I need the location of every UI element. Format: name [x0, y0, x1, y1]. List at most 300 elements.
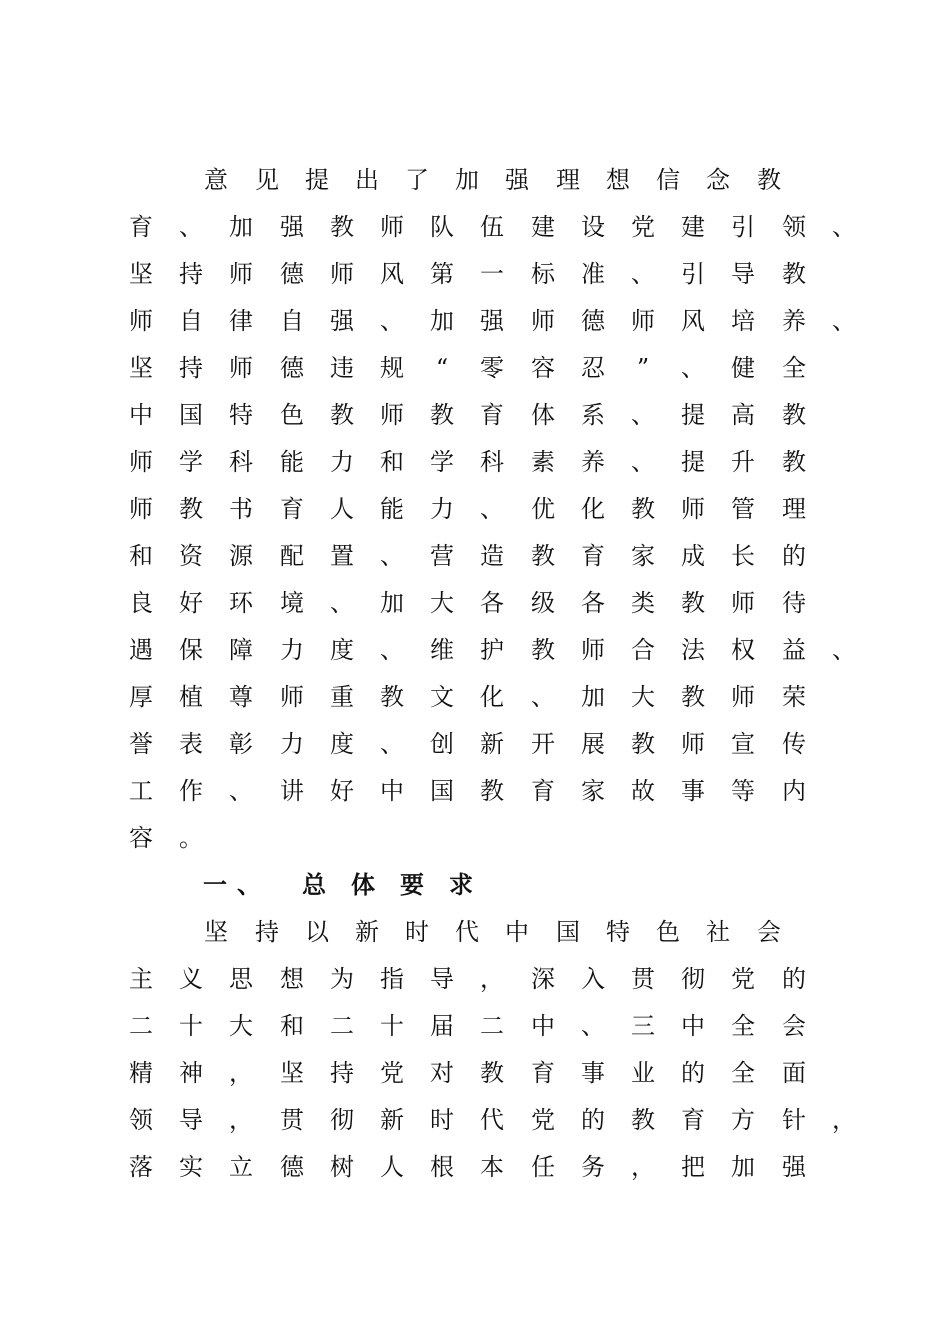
text-line: [0, 1010, 950, 1050]
text-line: [0, 963, 950, 1003]
glyph: 国: [556, 918, 580, 946]
glyph: 意: [204, 166, 228, 194]
glyph: 事: [681, 777, 705, 805]
glyph: 神: [179, 1059, 203, 1087]
glyph: 师: [581, 636, 605, 664]
glyph: 、: [380, 307, 404, 335]
glyph: 见: [255, 166, 279, 194]
text-line: [0, 775, 950, 815]
glyph: 加: [455, 166, 479, 194]
glyph: 体: [351, 871, 375, 899]
glyph: 全: [782, 354, 806, 382]
glyph: 加: [731, 1153, 755, 1181]
glyph: 零: [480, 354, 504, 382]
glyph: 遇: [129, 636, 153, 664]
text-line: [0, 1104, 950, 1144]
glyph: 会: [757, 918, 781, 946]
glyph: 届: [430, 1012, 454, 1040]
glyph: 本: [480, 1153, 504, 1181]
glyph: 度: [330, 730, 354, 758]
glyph: 大: [229, 1012, 253, 1040]
glyph: 育: [480, 401, 504, 429]
glyph: 健: [731, 354, 755, 382]
glyph: 大: [430, 589, 454, 617]
glyph: 领: [129, 1106, 153, 1134]
glyph: 能: [380, 495, 404, 523]
glyph: 资: [179, 542, 203, 570]
glyph: 师: [681, 495, 705, 523]
glyph: 律: [229, 307, 253, 335]
glyph: 度: [330, 636, 354, 664]
glyph: 创: [430, 730, 454, 758]
glyph: 代: [455, 918, 479, 946]
glyph: 二: [480, 1012, 504, 1040]
glyph: 人: [380, 1153, 404, 1181]
glyph: 内: [782, 777, 806, 805]
glyph: 违: [330, 354, 354, 382]
glyph: 教: [430, 401, 454, 429]
text-line: [0, 493, 950, 533]
glyph: 各: [581, 589, 605, 617]
glyph: 强: [480, 307, 504, 335]
glyph: 党: [380, 1059, 404, 1087]
glyph: 新: [480, 730, 504, 758]
glyph: 理: [556, 166, 580, 194]
glyph: 全: [731, 1059, 755, 1087]
glyph: 教: [631, 1106, 655, 1134]
glyph: 育: [280, 495, 304, 523]
glyph: 教: [782, 448, 806, 476]
glyph: 提: [305, 166, 329, 194]
glyph: 升: [731, 448, 755, 476]
glyph: 和: [280, 1012, 304, 1040]
glyph: 任: [531, 1153, 555, 1181]
glyph: 时: [430, 1106, 454, 1134]
glyph: 求: [449, 871, 473, 899]
glyph: 优: [531, 495, 555, 523]
glyph: 教: [531, 542, 555, 570]
glyph: 素: [531, 448, 555, 476]
glyph: 主: [129, 965, 153, 993]
glyph: 誉: [129, 730, 153, 758]
glyph: 置: [330, 542, 354, 570]
glyph: 持: [255, 918, 279, 946]
glyph: 成: [681, 542, 705, 570]
glyph: 、: [832, 213, 856, 241]
text-line: [0, 916, 950, 956]
glyph: 障: [229, 636, 253, 664]
glyph: 力: [330, 448, 354, 476]
text-line: [0, 1151, 950, 1191]
glyph: 科: [480, 448, 504, 476]
glyph: 念: [706, 166, 730, 194]
glyph: 中: [129, 401, 153, 429]
glyph: 、: [229, 777, 253, 805]
glyph: 学: [179, 448, 203, 476]
text-line: [0, 258, 950, 298]
glyph: 植: [179, 683, 203, 711]
glyph: 益: [782, 636, 806, 664]
glyph: “: [435, 354, 449, 382]
glyph: 教: [531, 636, 555, 664]
glyph: 教: [179, 495, 203, 523]
glyph: 立: [229, 1153, 253, 1181]
glyph: 培: [731, 307, 755, 335]
glyph: 、: [581, 1012, 605, 1040]
glyph: 讲: [280, 777, 304, 805]
glyph: 二: [129, 1012, 153, 1040]
glyph: 传: [782, 730, 806, 758]
glyph: 党: [631, 213, 655, 241]
glyph: 实: [179, 1153, 203, 1181]
glyph: 化: [480, 683, 504, 711]
glyph: 和: [129, 542, 153, 570]
glyph: 教: [380, 683, 404, 711]
glyph: 能: [280, 448, 304, 476]
text-line: [0, 211, 950, 251]
glyph: 、: [237, 871, 261, 899]
glyph: 家: [581, 777, 605, 805]
glyph: 队: [430, 213, 454, 241]
glyph: 良: [129, 589, 153, 617]
glyph: 教: [757, 166, 781, 194]
glyph: 展: [581, 730, 605, 758]
glyph: 信: [656, 166, 680, 194]
glyph: 教: [330, 213, 354, 241]
glyph: 风: [681, 307, 705, 335]
glyph: 提: [681, 448, 705, 476]
text-line: [0, 540, 950, 580]
glyph: 环: [229, 589, 253, 617]
glyph: 营: [430, 542, 454, 570]
glyph: 力: [280, 636, 304, 664]
glyph: 根: [430, 1153, 454, 1181]
glyph: 学: [430, 448, 454, 476]
glyph: 德: [280, 260, 304, 288]
glyph: 境: [280, 589, 304, 617]
glyph: 系: [581, 401, 605, 429]
glyph: 中: [531, 1012, 555, 1040]
glyph: 坚: [129, 354, 153, 382]
glyph: 育: [581, 542, 605, 570]
glyph: 的: [782, 965, 806, 993]
glyph: 人: [330, 495, 354, 523]
glyph: 教: [480, 1059, 504, 1087]
glyph: 风: [380, 260, 404, 288]
text-line: [0, 634, 950, 674]
glyph: 设: [581, 213, 605, 241]
glyph: 管: [731, 495, 755, 523]
glyph: 德: [581, 307, 605, 335]
glyph: 强: [505, 166, 529, 194]
glyph: 师: [380, 213, 404, 241]
glyph: 导: [179, 1106, 203, 1134]
glyph: 养: [581, 448, 605, 476]
glyph: 作: [179, 777, 203, 805]
glyph: 师: [531, 307, 555, 335]
glyph: 教: [480, 777, 504, 805]
glyph: 领: [782, 213, 806, 241]
text-line: [0, 822, 950, 862]
glyph: 加: [229, 213, 253, 241]
glyph: 大: [631, 683, 655, 711]
glyph: 为: [330, 965, 354, 993]
glyph: 十: [380, 1012, 404, 1040]
glyph: ”: [636, 354, 650, 382]
text-line: [0, 681, 950, 721]
glyph: 一: [203, 871, 227, 899]
glyph: 、: [631, 401, 655, 429]
glyph: 护: [480, 636, 504, 664]
glyph: 合: [631, 636, 655, 664]
glyph: 出: [355, 166, 379, 194]
glyph: 以: [305, 918, 329, 946]
glyph: 十: [179, 1012, 203, 1040]
glyph: 的: [681, 1059, 705, 1087]
glyph: 师: [731, 683, 755, 711]
glyph: 厚: [129, 683, 153, 711]
glyph: 强: [280, 213, 304, 241]
glyph: 师: [681, 730, 705, 758]
glyph: 法: [681, 636, 705, 664]
glyph: 师: [229, 260, 253, 288]
glyph: 方: [731, 1106, 755, 1134]
glyph: 师: [129, 307, 153, 335]
glyph: 了: [405, 166, 429, 194]
glyph: 和: [380, 448, 404, 476]
glyph: 三: [631, 1012, 655, 1040]
glyph: 教: [782, 401, 806, 429]
glyph: 故: [631, 777, 655, 805]
glyph: 深: [531, 965, 555, 993]
glyph: ，: [832, 1106, 856, 1134]
glyph: 中: [380, 777, 404, 805]
glyph: 家: [631, 542, 655, 570]
glyph: 建: [531, 213, 555, 241]
glyph: 、: [531, 683, 555, 711]
glyph: 会: [782, 1012, 806, 1040]
glyph: 各: [480, 589, 504, 617]
glyph: 一: [480, 260, 504, 288]
glyph: 党: [731, 965, 755, 993]
glyph: 贯: [280, 1106, 304, 1134]
glyph: ，: [229, 1059, 253, 1087]
glyph: 想: [280, 965, 304, 993]
glyph: 持: [179, 260, 203, 288]
glyph: 容: [531, 354, 555, 382]
glyph: 师: [129, 495, 153, 523]
glyph: 师: [380, 401, 404, 429]
glyph: 工: [129, 777, 153, 805]
glyph: 要: [400, 871, 424, 899]
glyph: 师: [631, 307, 655, 335]
glyph: 自: [280, 307, 304, 335]
glyph: 、: [832, 307, 856, 335]
text-line: [0, 305, 950, 345]
glyph: 化: [581, 495, 605, 523]
glyph: 代: [480, 1106, 504, 1134]
glyph: 国: [430, 777, 454, 805]
glyph: 二: [330, 1012, 354, 1040]
glyph: 加: [581, 683, 605, 711]
glyph: 、: [681, 354, 705, 382]
glyph: 加: [430, 307, 454, 335]
glyph: 务: [581, 1153, 605, 1181]
glyph: 级: [531, 589, 555, 617]
glyph: 面: [782, 1059, 806, 1087]
glyph: 育: [129, 213, 153, 241]
section-heading: [0, 869, 950, 909]
glyph: 提: [681, 401, 705, 429]
glyph: 想: [606, 166, 630, 194]
glyph: 保: [179, 636, 203, 664]
glyph: 、: [631, 448, 655, 476]
glyph: 社: [706, 918, 730, 946]
text-line: [0, 352, 950, 392]
glyph: 类: [631, 589, 655, 617]
glyph: 育: [681, 1106, 705, 1134]
glyph: 教: [330, 401, 354, 429]
glyph: 文: [430, 683, 454, 711]
glyph: 理: [782, 495, 806, 523]
glyph: 业: [631, 1059, 655, 1087]
glyph: 养: [782, 307, 806, 335]
text-line: [0, 399, 950, 439]
glyph: 色: [656, 918, 680, 946]
glyph: 开: [531, 730, 555, 758]
glyph: ，: [229, 1106, 253, 1134]
glyph: 师: [330, 260, 354, 288]
text-line: [0, 728, 950, 768]
glyph: 持: [330, 1059, 354, 1087]
glyph: 教: [631, 730, 655, 758]
glyph: 精: [129, 1059, 153, 1087]
glyph: 师: [229, 354, 253, 382]
glyph: 中: [681, 1012, 705, 1040]
glyph: 全: [731, 1012, 755, 1040]
glyph: 的: [782, 542, 806, 570]
glyph: 好: [179, 589, 203, 617]
glyph: 、: [832, 636, 856, 664]
glyph: 科: [229, 448, 253, 476]
glyph: 对: [430, 1059, 454, 1087]
glyph: 长: [731, 542, 755, 570]
glyph: 德: [280, 1153, 304, 1181]
glyph: 书: [229, 495, 253, 523]
glyph: 第: [430, 260, 454, 288]
glyph: 表: [179, 730, 203, 758]
glyph: 引: [731, 213, 755, 241]
glyph: 特: [229, 401, 253, 429]
glyph: 师: [280, 683, 304, 711]
glyph: 配: [280, 542, 304, 570]
glyph: 时: [405, 918, 429, 946]
glyph: 育: [531, 1059, 555, 1087]
glyph: 中: [505, 918, 529, 946]
glyph: 贯: [631, 965, 655, 993]
glyph: 入: [581, 965, 605, 993]
glyph: 导: [731, 260, 755, 288]
glyph: 坚: [129, 260, 153, 288]
text-line: [0, 446, 950, 486]
glyph: 、: [631, 260, 655, 288]
glyph: 宣: [731, 730, 755, 758]
glyph: 彰: [229, 730, 253, 758]
glyph: 指: [380, 965, 404, 993]
glyph: 特: [606, 918, 630, 946]
glyph: 强: [330, 307, 354, 335]
glyph: 坚: [280, 1059, 304, 1087]
glyph: 教: [631, 495, 655, 523]
glyph: 等: [731, 777, 755, 805]
glyph: 义: [179, 965, 203, 993]
text-line: [0, 587, 950, 627]
glyph: 、: [380, 636, 404, 664]
glyph: 教: [681, 589, 705, 617]
glyph: 体: [531, 401, 555, 429]
glyph: 针: [782, 1106, 806, 1134]
glyph: 造: [480, 542, 504, 570]
glyph: 权: [731, 636, 755, 664]
glyph: 、: [380, 730, 404, 758]
glyph: 育: [531, 777, 555, 805]
glyph: 、: [179, 213, 203, 241]
glyph: 标: [531, 260, 555, 288]
glyph: 彻: [681, 965, 705, 993]
glyph: 树: [330, 1153, 354, 1181]
glyph: 、: [330, 589, 354, 617]
glyph: 落: [129, 1153, 153, 1181]
glyph: 、: [380, 542, 404, 570]
glyph: 尊: [229, 683, 253, 711]
glyph: 。: [179, 824, 203, 852]
glyph: 待: [782, 589, 806, 617]
glyph: 事: [581, 1059, 605, 1087]
glyph: 教: [782, 260, 806, 288]
glyph: 高: [731, 401, 755, 429]
glyph: ，: [631, 1153, 655, 1181]
glyph: 教: [681, 683, 705, 711]
glyph: 总: [302, 871, 326, 899]
glyph: 力: [430, 495, 454, 523]
glyph: 导: [430, 965, 454, 993]
glyph: 师: [129, 448, 153, 476]
glyph: 彻: [330, 1106, 354, 1134]
glyph: 准: [581, 260, 605, 288]
glyph: 师: [731, 589, 755, 617]
glyph: 国: [179, 401, 203, 429]
glyph: 规: [380, 354, 404, 382]
glyph: 强: [782, 1153, 806, 1181]
glyph: 力: [280, 730, 304, 758]
glyph: 把: [681, 1153, 705, 1181]
glyph: 源: [229, 542, 253, 570]
glyph: 伍: [480, 213, 504, 241]
text-line: [0, 164, 950, 204]
glyph: 新: [380, 1106, 404, 1134]
glyph: 引: [681, 260, 705, 288]
glyph: 忍: [581, 354, 605, 382]
glyph: 自: [179, 307, 203, 335]
glyph: 好: [330, 777, 354, 805]
glyph: 重: [330, 683, 354, 711]
glyph: 的: [581, 1106, 605, 1134]
glyph: 容: [129, 824, 153, 852]
glyph: 加: [380, 589, 404, 617]
glyph: 坚: [204, 918, 228, 946]
glyph: ，: [480, 965, 504, 993]
glyph: 德: [280, 354, 304, 382]
